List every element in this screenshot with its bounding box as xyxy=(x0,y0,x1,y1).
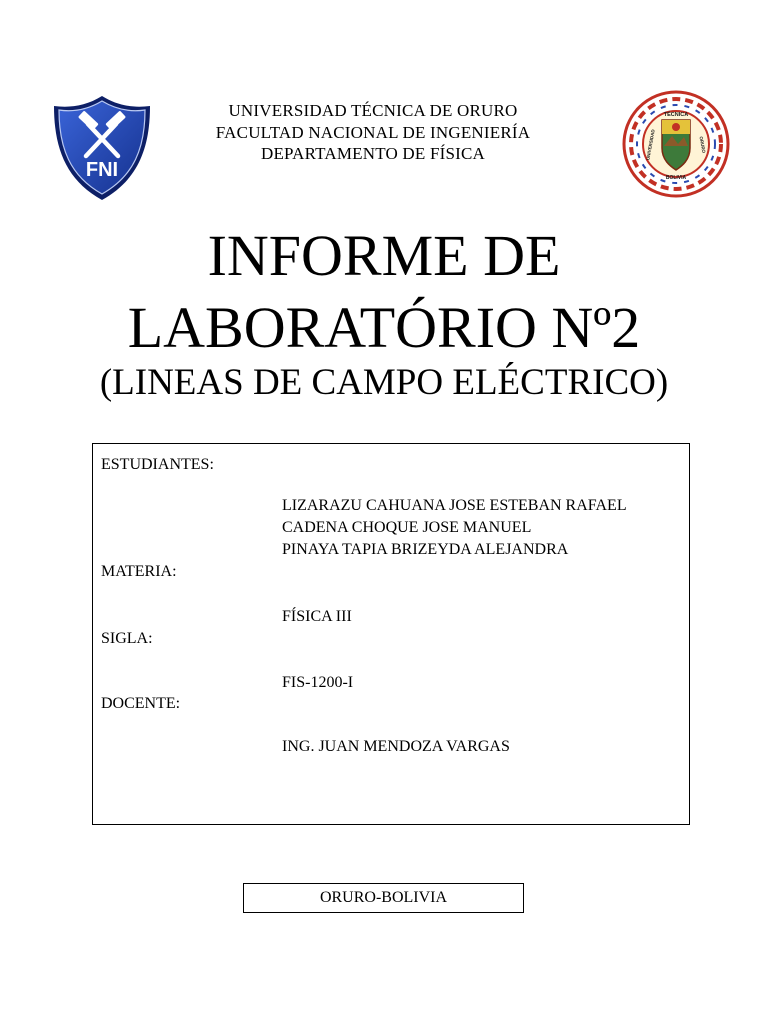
seal-text-left: UNIVERSIDAD xyxy=(645,129,656,161)
university-seal-logo xyxy=(622,90,730,198)
report-title-line1: INFORME DE xyxy=(207,223,561,288)
fni-logo-text: FNI xyxy=(85,159,119,181)
seal-text-right: ORURO xyxy=(698,136,707,154)
location-box: ORURO-BOLIVIA xyxy=(243,883,524,913)
department-name: DEPARTAMENTO DE FÍSICA xyxy=(261,144,485,163)
seal-text-bottom: BOLIVIA xyxy=(665,175,687,181)
faculty-name: FACULTAD NACIONAL DE INGENIERÍA xyxy=(215,122,531,142)
report-info-box xyxy=(92,443,690,825)
fni-shield-logo xyxy=(52,94,152,202)
seal-text-top: TÉCNICA xyxy=(663,112,689,118)
document-header xyxy=(150,100,596,165)
report-subtitle: (LINEAS DE CAMPO ELÉCTRICO) xyxy=(99,362,669,403)
student-name: CADENA CHOQUE JOSE MANUEL xyxy=(282,519,532,536)
university-name: UNIVERSIDAD TÉCNICA DE ORURO xyxy=(228,101,518,120)
materia-value: FÍSICA III xyxy=(282,608,352,625)
student-name: LIZARAZU CAHUANA JOSE ESTEBAN RAFAEL xyxy=(282,497,627,514)
docente-label: DOCENTE: xyxy=(101,695,181,712)
sigla-label: SIGLA: xyxy=(101,630,153,647)
docente-value: ING. JUAN MENDOZA VARGAS xyxy=(282,738,510,755)
report-title-line2: LABORATÓRIO Nº2 xyxy=(127,295,641,360)
materia-label: MATERIA: xyxy=(101,563,177,580)
student-name: PINAYA TAPIA BRIZEYDA ALEJANDRA xyxy=(282,541,569,558)
students-label: ESTUDIANTES: xyxy=(101,456,214,473)
sigla-value: FIS-1200-I xyxy=(282,674,354,691)
